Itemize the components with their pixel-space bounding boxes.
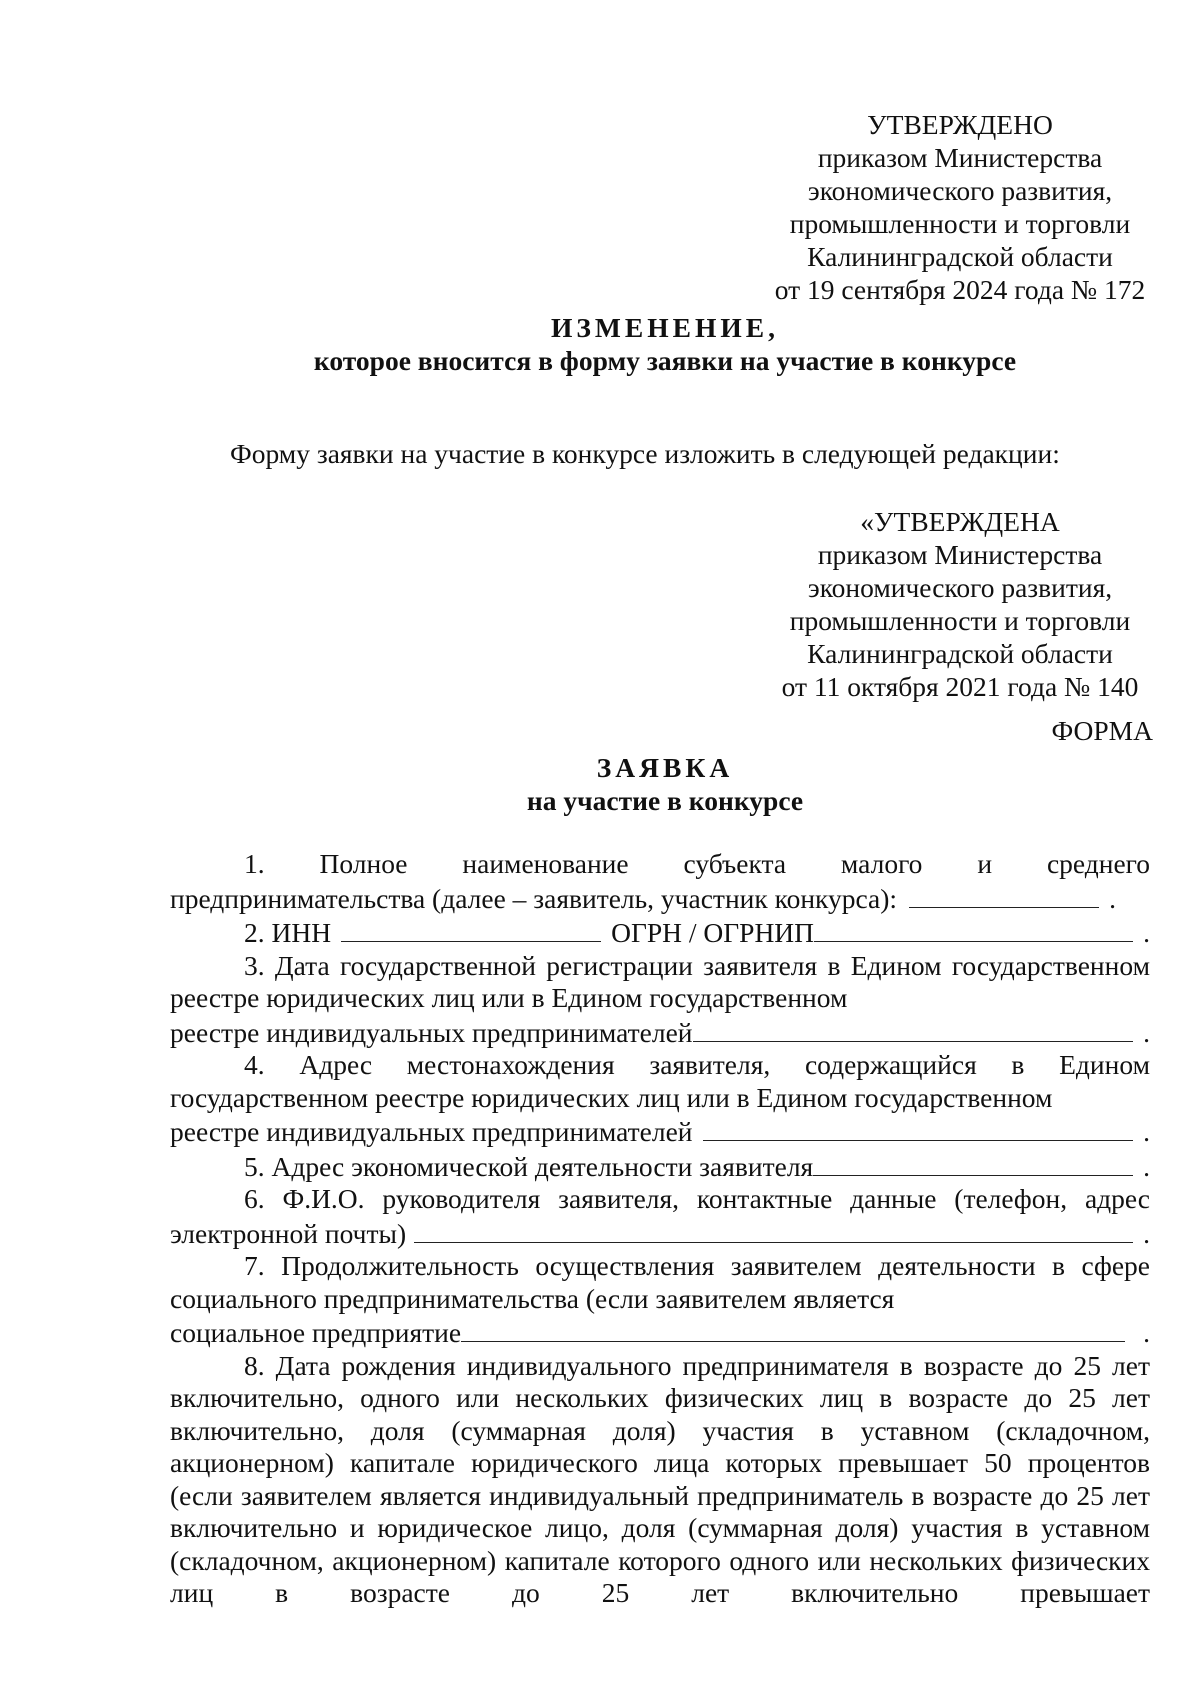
approval-line: приказом Министерства bbox=[817, 539, 1103, 570]
item-5-blank[interactable] bbox=[813, 1149, 1133, 1176]
approval-line: экономического развития, bbox=[807, 572, 1113, 603]
item-4-blank[interactable] bbox=[703, 1114, 1134, 1141]
item-5 bbox=[170, 1149, 1150, 1184]
item-7-text: 7. Продолжительность осуществления заявителем деятельности в сфере социального предпринимательства (если заявителем является bbox=[170, 1250, 1150, 1314]
item-8-text: 8. Дата рождения индивидуального предпринимателя в возрасте до 25 лет включительно, одного или нескольких физических лиц в возрасте до 25 лет включительно, доля (суммарная доля) участия в уставном (складочном, акционерном) капитале юридического лица которых превышает 50 процентов (если заявителем является индивидуальный предприниматель в возрасте до 25 лет включительно и юридическое лицо, доля (суммарная доля) участия в уставном (складочном, акционерном) капитале которого одного или нескольких физических лиц в возрасте до 25 лет включительно превышает bbox=[170, 1349, 1150, 1608]
intro-text: Форму заявки на участие в конкурсе изложить в следующей редакции: bbox=[230, 438, 1060, 469]
period: . bbox=[1143, 1016, 1150, 1048]
item-3-blank[interactable] bbox=[693, 1015, 1134, 1042]
ogrn-label: ОГРН / ОГРНИП bbox=[611, 917, 815, 948]
item-2 bbox=[170, 915, 1150, 950]
application-title: ЗАЯВКА bbox=[596, 752, 734, 783]
change-subtitle: которое вносится в форму заявки на участие в конкурсе bbox=[313, 344, 1017, 376]
approval-line: промышленности и торговли bbox=[789, 605, 1131, 636]
item-1-line-1: 1. Полное наименование субъекта малого и среднего bbox=[244, 848, 1150, 879]
inn-label: 2. ИНН bbox=[244, 917, 332, 948]
form-body bbox=[170, 848, 1150, 1610]
item-7-line bbox=[170, 1315, 1150, 1350]
approval-line: УТВЕРЖДЕНО bbox=[867, 109, 1053, 140]
period: . bbox=[1143, 1150, 1150, 1182]
item-3-line bbox=[170, 1015, 1150, 1050]
period: . bbox=[1143, 1116, 1150, 1147]
item-6-tail: электронной почты) bbox=[170, 1217, 407, 1249]
item-4-tail: реестре индивидуальных предпринимателей bbox=[170, 1116, 693, 1147]
item-6-blank[interactable] bbox=[414, 1216, 1133, 1243]
ogrn-blank[interactable] bbox=[814, 915, 1133, 942]
application-heading bbox=[0, 752, 1200, 817]
approval-line: Калининградской области bbox=[807, 638, 1113, 669]
approval-line: «УТВЕРЖДЕНА bbox=[860, 506, 1060, 537]
approval-line: Калининградской области bbox=[807, 241, 1113, 272]
item-7-tail: социальное предприятие bbox=[170, 1317, 462, 1348]
period: . bbox=[1143, 1317, 1150, 1348]
period: . bbox=[1143, 917, 1150, 948]
item-1-text: предпринимательства (далее – заявитель, участник конкурса): bbox=[170, 882, 898, 914]
item-4-line bbox=[170, 1114, 1150, 1149]
item-3-text: 3. Дата государственной регистрации заявителя в Едином государственном реестре юридических лиц или в Едином государственном bbox=[170, 949, 1150, 1013]
approval-stamp-2021 bbox=[730, 505, 1190, 703]
forma-label: ФОРМА bbox=[1051, 715, 1153, 746]
item-1-line-2 bbox=[170, 881, 1150, 916]
item-3-tail: реестре индивидуальных предпринимателей bbox=[170, 1016, 693, 1048]
application-subtitle: на участие в конкурсе bbox=[526, 784, 804, 816]
inn-blank[interactable] bbox=[341, 915, 601, 942]
change-title: ИЗМЕНЕНИЕ, bbox=[551, 312, 779, 343]
item-5-text: 5. Адрес экономической деятельности заявителя bbox=[244, 1150, 814, 1182]
item-6-text: 6. Ф.И.О. руководителя заявителя, контактные данные (телефон, адрес bbox=[244, 1183, 1150, 1214]
approval-line: экономического развития, bbox=[807, 175, 1113, 206]
item-6-line bbox=[170, 1216, 1150, 1251]
period: . bbox=[1143, 1217, 1150, 1249]
item-4-text: 4. Адрес местонахождения заявителя, содержащийся в Едином государственном реестре юридических лиц или в Едином государственном bbox=[170, 1049, 1150, 1113]
item-7-blank[interactable] bbox=[461, 1315, 1125, 1342]
period: . bbox=[1109, 882, 1116, 914]
approval-line: приказом Министерства bbox=[817, 142, 1103, 173]
approval-stamp-2024 bbox=[730, 108, 1190, 306]
approval-line: от 19 сентября 2024 года № 172 bbox=[774, 274, 1146, 305]
item-1-blank[interactable] bbox=[909, 881, 1099, 908]
approval-line: промышленности и торговли bbox=[789, 208, 1131, 239]
approval-line: от 11 октября 2021 года № 140 bbox=[781, 671, 1139, 702]
change-heading bbox=[0, 312, 1200, 377]
